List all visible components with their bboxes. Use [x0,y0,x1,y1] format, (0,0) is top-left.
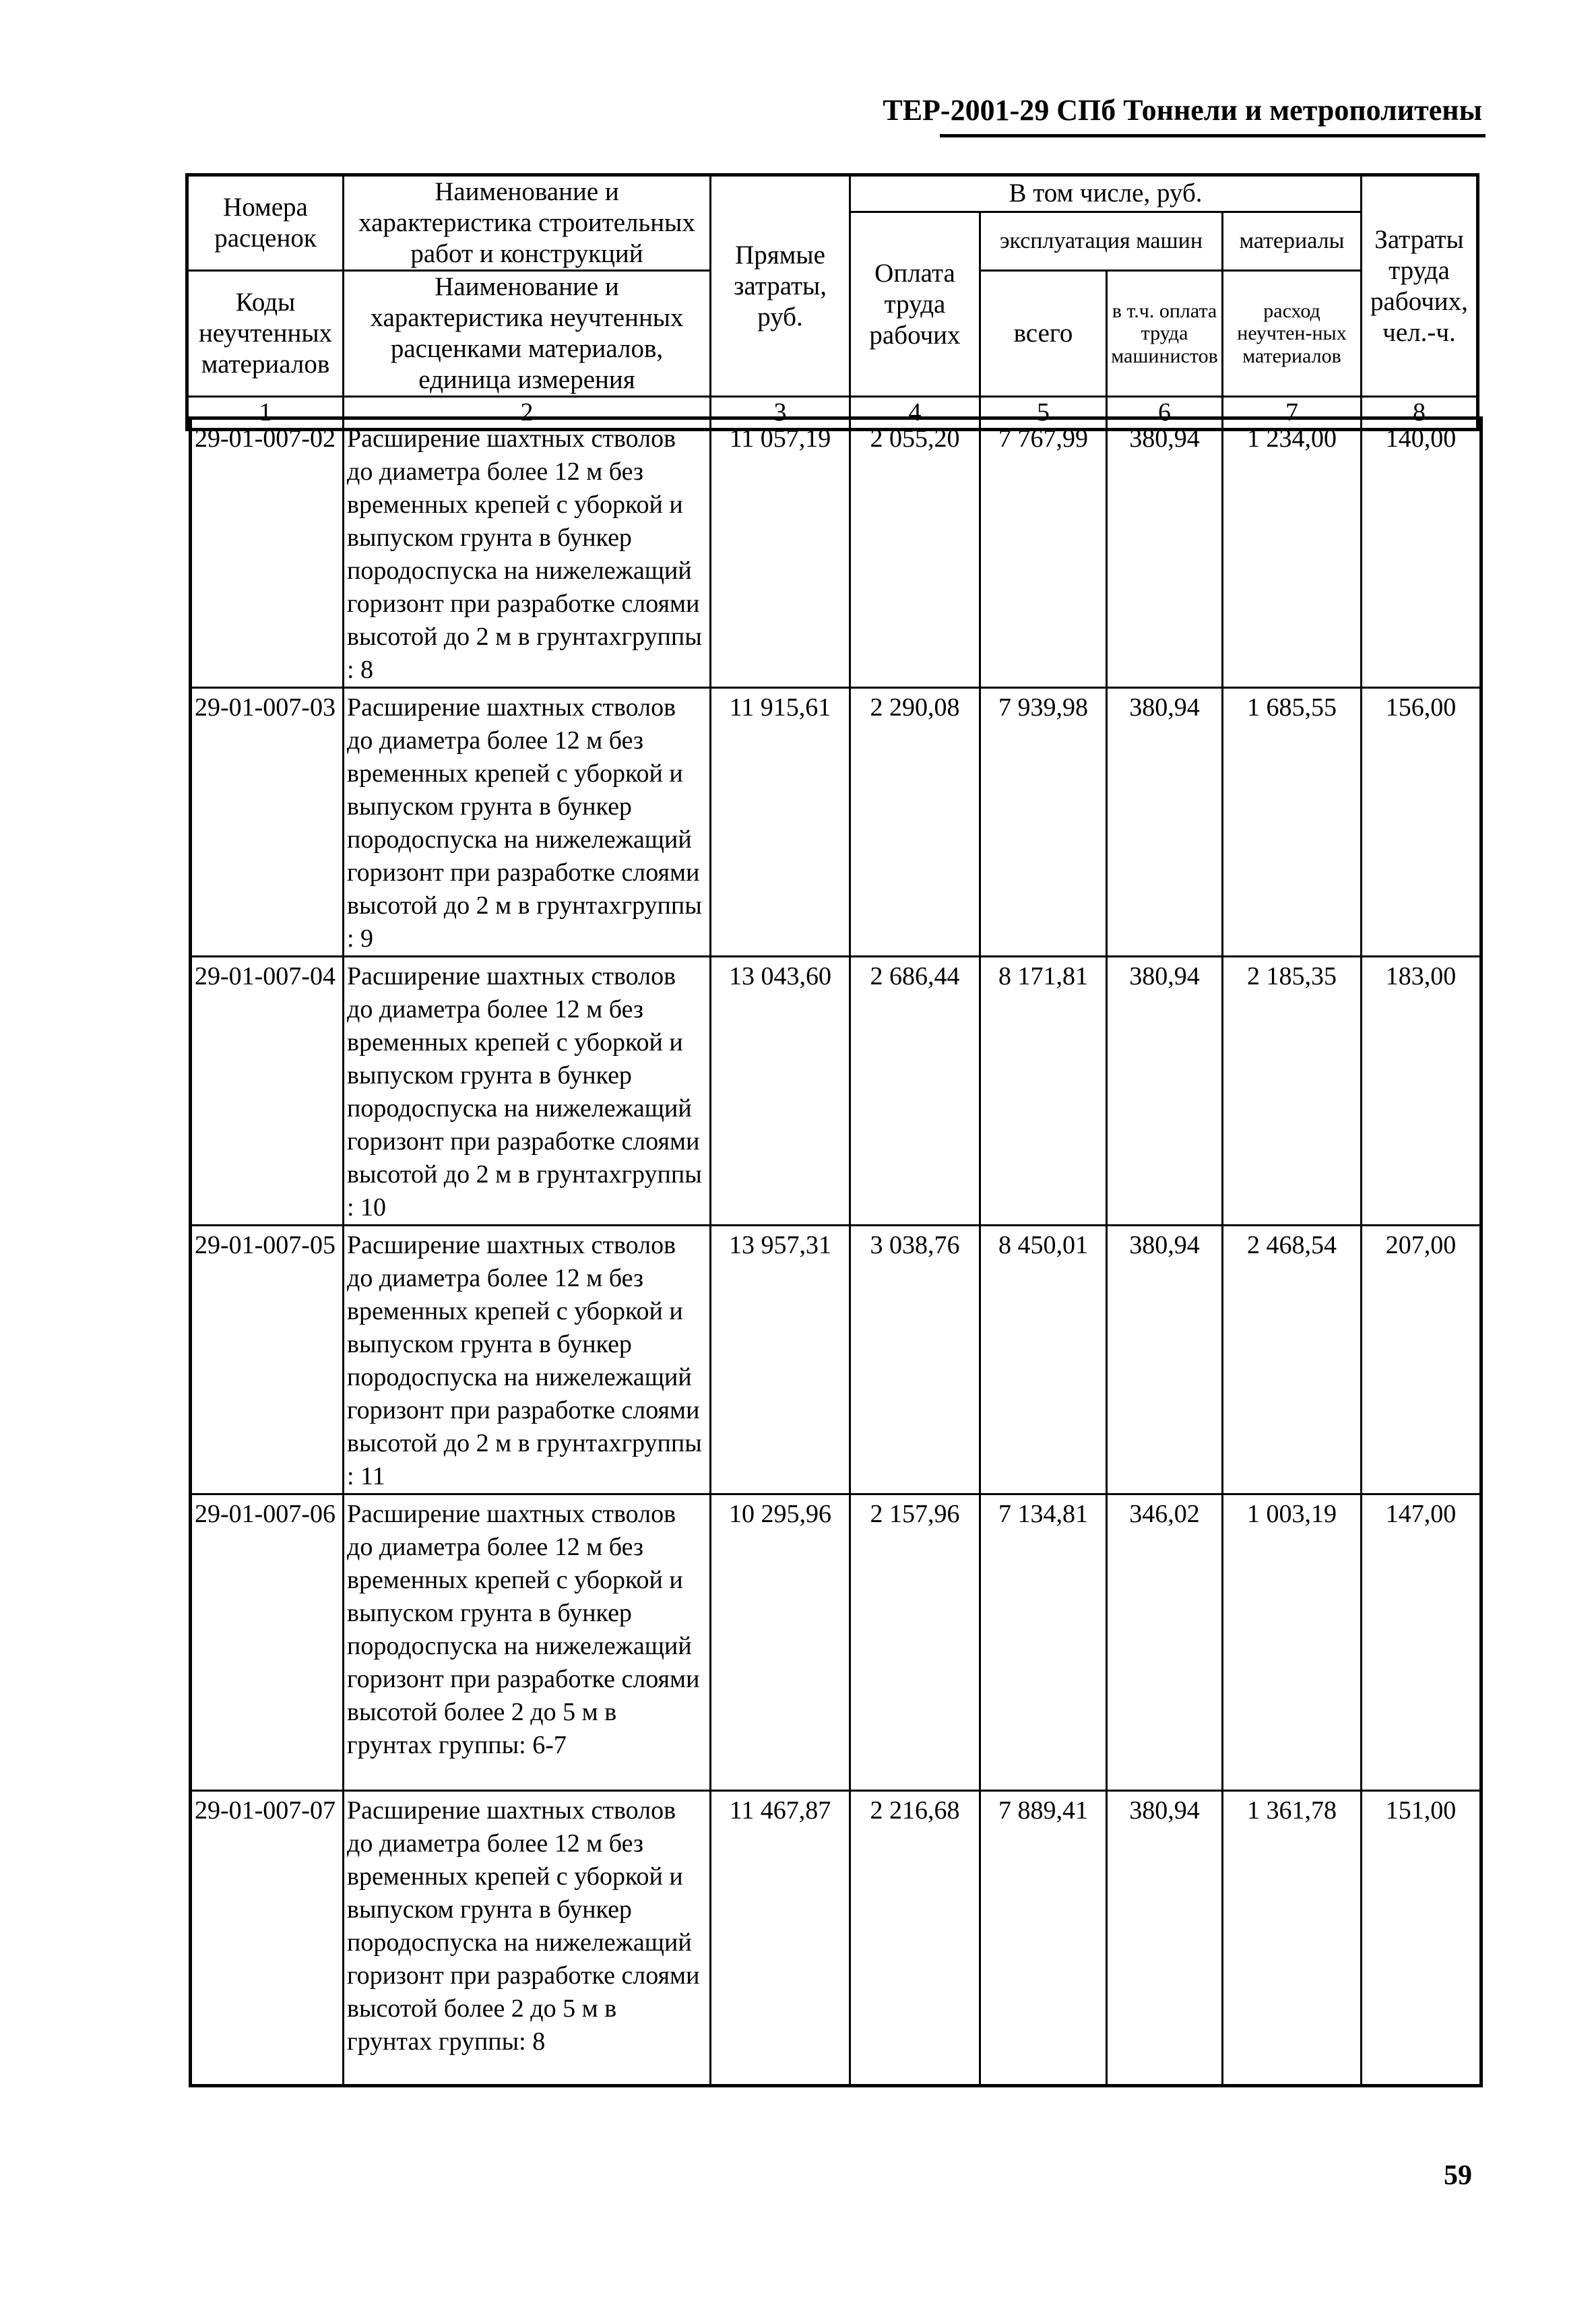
table-row [191,1494,1481,1791]
labor-hours-value: 140,00 [1362,418,1481,688]
machines-total-value: 7 134,81 [980,1494,1107,1791]
machines-total-value: 8 171,81 [980,957,1107,1226]
table-row [191,957,1481,1226]
column-number: 8 [1362,397,1478,430]
header-material-codes: Коды неучтенных материалов [187,271,344,397]
work-description: Расширение шахтных стволов до диаметра более 12 м без временных крепей с уборкой и выпуском грунта в бункер породоспуска на нижележащий горизонт при разработке слоями высотой до 2 м в грунтахгруппы : 11 [344,1226,711,1494]
machinist-pay-value: 380,94 [1107,418,1223,688]
labor-hours-value: 156,00 [1362,688,1481,957]
header-labor-hours: Затраты труда рабочих, чел.-ч. [1362,175,1478,397]
materials-value: 2 185,35 [1223,957,1362,1226]
machines-total-value: 7 889,41 [980,1791,1107,2086]
table-row [191,1226,1481,1494]
machinist-pay-value: 380,94 [1107,1226,1223,1494]
column-number: 6 [1107,397,1223,430]
header-machinist-pay: в т.ч. оплата труда машинистов [1107,271,1223,397]
labor-hours-value: 207,00 [1362,1226,1481,1494]
column-number: 4 [850,397,980,430]
header-machine-operation: эксплуатация машин [980,212,1223,271]
table-row [191,418,1481,688]
materials-value: 1 685,55 [1223,688,1362,957]
rate-code: 29-01-007-07 [191,1791,344,2086]
machines-total-value: 8 450,01 [980,1226,1107,1494]
rate-code: 29-01-007-05 [191,1226,344,1494]
title-rule [940,134,1486,137]
materials-value: 1 361,78 [1223,1791,1362,2086]
header-materials: материалы [1223,212,1362,271]
direct-costs-value: 13 957,31 [711,1226,850,1494]
worker-pay-value: 2 686,44 [850,957,980,1226]
work-description: Расширение шахтных стволов до диаметра более 12 м без временных крепей с уборкой и выпуском грунта в бункер породоспуска на нижележащий горизонт при разработке слоями высотой более 2 до 5 м в грунтах группы: 6-7 [344,1494,711,1791]
worker-pay-value: 2 055,20 [850,418,980,688]
rate-code: 29-01-007-02 [191,418,344,688]
worker-pay-value: 3 038,76 [850,1226,980,1494]
materials-value: 1 234,00 [1223,418,1362,688]
header-work-name: Наименование и характеристика строительных работ и конструкций [344,175,711,271]
machinist-pay-value: 380,94 [1107,1791,1223,2086]
work-description: Расширение шахтных стволов до диаметра более 12 м без временных крепей с уборкой и выпуском грунта в бункер породоспуска на нижележащий горизонт при разработке слоями высотой до 2 м в грунтахгруппы : 8 [344,418,711,688]
header-table [185,173,1479,431]
header-unaccounted-materials: расход неучтен-ных материалов [1223,271,1362,397]
machinist-pay-value: 346,02 [1107,1494,1223,1791]
direct-costs-value: 13 043,60 [711,957,850,1226]
machines-total-value: 7 939,98 [980,688,1107,957]
machinist-pay-value: 380,94 [1107,688,1223,957]
direct-costs-value: 11 467,87 [711,1791,850,2086]
header-material-names: Наименование и характеристика неучтенных расценками материалов, единица измерения [344,271,711,397]
column-number: 2 [344,397,711,430]
labor-hours-value: 151,00 [1362,1791,1481,2086]
column-number: 1 [187,397,344,430]
rates-table [189,416,1483,2087]
header-rate-numbers: Номера расценок [187,175,344,271]
work-description: Расширение шахтных стволов до диаметра более 12 м без временных крепей с уборкой и выпуском грунта в бункер породоспуска на нижележащий горизонт при разработке слоями высотой более 2 до 5 м в грунтах группы: 8 [344,1791,711,2086]
machines-total-value: 7 767,99 [980,418,1107,688]
header-direct-costs: Прямые затраты, руб. [711,175,850,397]
worker-pay-value: 2 157,96 [850,1494,980,1791]
labor-hours-value: 183,00 [1362,957,1481,1226]
page-number: 59 [1444,2160,1472,2191]
materials-value: 2 468,54 [1223,1226,1362,1494]
worker-pay-value: 2 290,08 [850,688,980,957]
worker-pay-value: 2 216,68 [850,1791,980,2086]
column-number: 3 [711,397,850,430]
rate-code: 29-01-007-03 [191,688,344,957]
materials-value: 1 003,19 [1223,1494,1362,1791]
direct-costs-value: 11 057,19 [711,418,850,688]
table-row [191,1791,1481,2086]
rate-code: 29-01-007-04 [191,957,344,1226]
document-title: ТЕР-2001-29 СПб Тоннели и метрополитены [883,94,1482,127]
labor-hours-value: 147,00 [1362,1494,1481,1791]
table-row [191,688,1481,957]
direct-costs-value: 11 915,61 [711,688,850,957]
work-description: Расширение шахтных стволов до диаметра более 12 м без временных крепей с уборкой и выпуском грунта в бункер породоспуска на нижележащий горизонт при разработке слоями высотой до 2 м в грунтахгруппы : 10 [344,957,711,1226]
column-number: 5 [980,397,1107,430]
header-worker-pay: Оплата труда рабочих [850,212,980,397]
column-number: 7 [1223,397,1362,430]
header-machines-total: всего [980,271,1107,397]
header-including: В том числе, руб. [850,175,1362,212]
machinist-pay-value: 380,94 [1107,957,1223,1226]
work-description: Расширение шахтных стволов до диаметра более 12 м без временных крепей с уборкой и выпуском грунта в бункер породоспуска на нижележащий горизонт при разработке слоями высотой до 2 м в грунтахгруппы : 9 [344,688,711,957]
direct-costs-value: 10 295,96 [711,1494,850,1791]
rate-code: 29-01-007-06 [191,1494,344,1791]
